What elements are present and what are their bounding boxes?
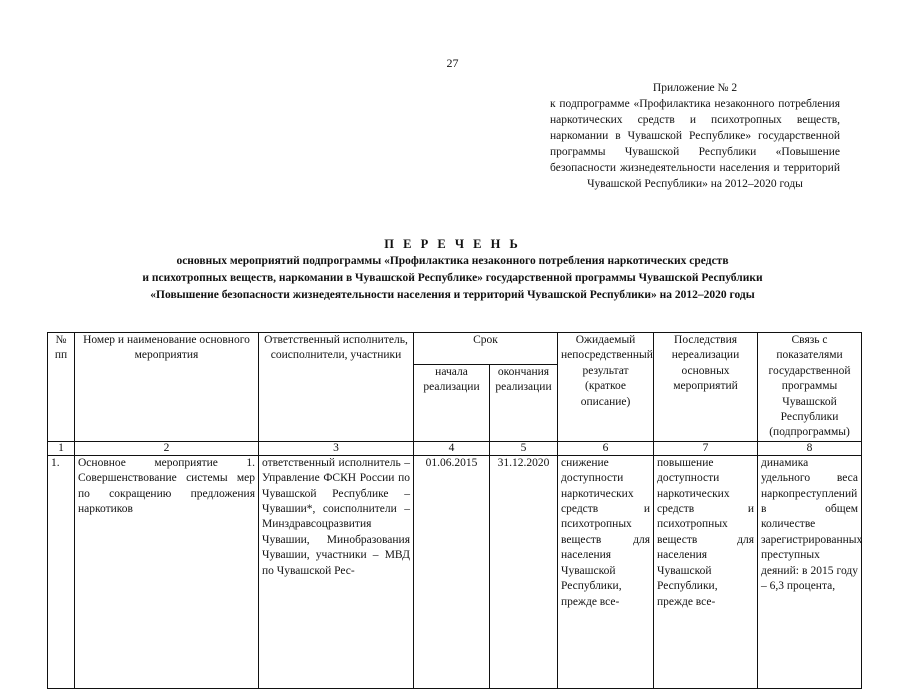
column-number: 4 — [414, 441, 490, 455]
appendix-title: Приложение № 2 — [652, 82, 738, 94]
column-number: 7 — [654, 441, 758, 455]
row-responsible: ответственный исполнитель – Управление ФСКН России по Чувашской Республике – Чувашии*, соисполнители – Минздравсоцразвития Чувашии, Минобразования Чувашии, участники – МВД по Чувашской Рес- — [259, 455, 414, 688]
column-number: 3 — [259, 441, 414, 455]
row-result: снижение доступности наркотических средств и психотропных веществ для населения Чувашской Республики, прежде все- — [558, 455, 654, 688]
heading-line-3: «Повышение безопасности жизнедеятельности населения и территорий Чувашской Республики» на 2012–2020 годы — [150, 289, 755, 301]
header-term: Срок — [414, 333, 558, 365]
row-name: Основное мероприятие 1. Совершенствование системы мер по сокращению предложения наркотиков — [75, 455, 259, 688]
row-num: 1. — [48, 455, 75, 688]
appendix-block — [550, 80, 840, 192]
column-number: 1 — [48, 441, 75, 455]
column-number: 2 — [75, 441, 259, 455]
row-consequences: повышение доступности наркотических средств и психотропных веществ для населения Чувашской Республики, прежде все- — [654, 455, 758, 688]
row-start: 01.06.2015 — [414, 455, 490, 688]
header-consequences: Последствия нереализации основных мероприятий — [654, 333, 758, 442]
heading-line-2: и психотропных веществ, наркомании в Чувашской Республике» государственной программы Чувашской Республики — [142, 272, 763, 284]
header-responsible: Ответственный исполнитель, соисполнители, участники — [259, 333, 414, 442]
page-number: 27 — [446, 56, 459, 70]
heading-title: П Е Р Е Ч Е Н Ь — [384, 237, 521, 251]
measures-table — [47, 332, 862, 689]
header-name: Номер и наименование основного мероприятия — [75, 333, 259, 442]
table-row — [48, 455, 862, 688]
header-link: Связь с показателями государственной программы Чувашской Республики (подпрограммы) — [758, 333, 862, 442]
header-row-1 — [48, 333, 862, 365]
header-num: № пп — [48, 333, 75, 442]
header-result: Ожидаемый непосредственный результат (краткое описание) — [558, 333, 654, 442]
header-term-start: начала реализации — [414, 364, 490, 441]
column-number: 6 — [558, 441, 654, 455]
heading-line-1: основных мероприятий подпрограммы «Профилактика незаконного потребления наркотических средств — [176, 255, 729, 267]
header-term-end: окончания реализации — [490, 364, 558, 441]
document-heading — [0, 236, 905, 304]
row-link: динамика удельного веса наркопреступлений в общем количестве зарегистрированных преступных деяний: в 2015 году – 6,3 процента, — [758, 455, 862, 688]
row-end: 31.12.2020 — [490, 455, 558, 688]
appendix-text: к подпрограмме «Профилактика незаконного потребления наркотических средств и психотропных веществ, наркомании в Чувашской Республике» государственной программы Чувашской Республики «Повышение безопасности жизнедеятельности населения и территорий Чувашской Республики» на 2012–2020 годы — [550, 98, 840, 190]
column-number-row — [48, 441, 862, 455]
column-number: 8 — [758, 441, 862, 455]
column-number: 5 — [490, 441, 558, 455]
